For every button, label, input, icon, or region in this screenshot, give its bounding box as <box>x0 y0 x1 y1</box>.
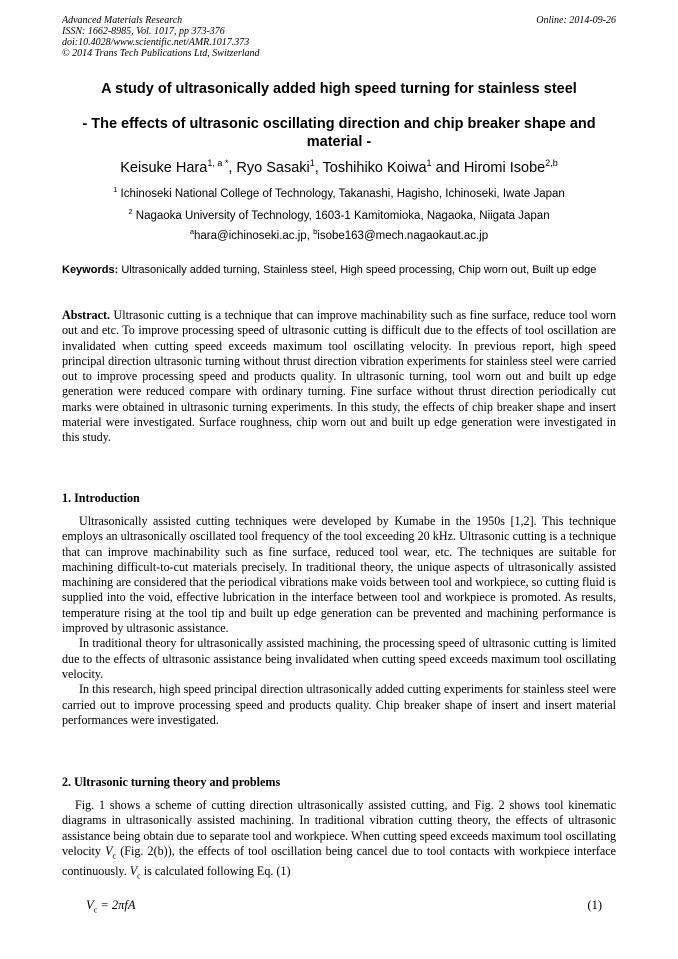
email-link[interactable]: isobe163@mech.nagaokaut.ac.jp <box>317 229 489 242</box>
section2-body <box>62 798 616 883</box>
author-affil-mark: 1, a * <box>207 158 229 168</box>
introduction-body <box>62 514 616 728</box>
affiliation-1 <box>62 182 616 202</box>
author-conjunction: and <box>435 159 460 176</box>
affiliation-mark: 1 <box>113 185 118 194</box>
paragraph-text: Fig. 1 shows a scheme of cutting direction ultrasonically assisted cutting, and Fig. 2 shows tool kinematic diagrams in ultrasonically assisted machining. In traditional vibration cutting theory, the effects of ultrasonic assistance being obtain due to separate tool and workpiece. When cutting speed exceeds maximum tool oscillating velocity <box>62 798 616 858</box>
email-link[interactable]: hara@ichinoseki.ac.jp, <box>194 229 310 242</box>
author-name: Toshihiko Koiwa <box>322 159 427 176</box>
paper-title: A study of ultrasonically added high speed turning for stainless steel <box>101 81 577 97</box>
paragraph: In traditional theory for ultrasonically assisted machining, the processing speed of ultrasonic cutting is limited due to the effects of ultrasonic assistance being invalidated when cutting speed exceeds maximum tool oscillating velocity. <box>62 636 616 681</box>
section-heading-theory: 2. Ultrasonic turning theory and problems <box>62 775 281 789</box>
online-date: Online: 2014-09-26 <box>536 15 616 26</box>
author-name: Hiromi Isobe <box>463 159 546 176</box>
author-name: Ryo Sasaki <box>236 159 310 176</box>
affiliation-2 <box>62 204 616 224</box>
author-affil-mark: 2,b <box>545 158 558 168</box>
paper-subtitle: - The effects of ultrasonic oscillating direction and chip breaker shape and material - <box>82 116 596 150</box>
section-heading-introduction: 1. Introduction <box>62 491 140 505</box>
keywords <box>62 264 616 277</box>
equation-lhs: V <box>86 898 94 912</box>
math-subscript: c <box>112 851 117 861</box>
equation-number: (1) <box>587 898 602 912</box>
math-symbol: V <box>129 863 138 878</box>
paragraph: Ultrasonically assisted cutting techniques were developed by Kumabe in the 1950s [1,2]. This technique employs an ultrasonically oscillated tool frequency of the tool exceeding 20 kHz. Ultrasonic cutting is a technique that can improve machinability such as fine surface, reduced tool wear, etc. The techniques are suitable for machining difficult-to-cut materials precisely. In traditional theory, the unique aspects of ultrasonically assisted machining are considered that the periodical vibrations make voids between tool and workpiece, so cutting fluid is supplied into the void, effective lubrication in the interface between tool and workpiece is promoted. As results, temperature rising at the tool tip and built up edge generation can be prevented and machining performance is improved by ultrasonic assistance. <box>62 514 616 636</box>
paragraph <box>62 798 616 883</box>
issn-line: ISSN: 1662-8985, Vol. 1017, pp 373-376 <box>62 26 225 37</box>
author-affil-mark: 1 <box>426 158 432 168</box>
paragraph: In this research, high speed principal direction ultrasonically added cutting experiments for stainless steel were carried out to improve processing speed and products quality. Chip breaker shape of insert and insert material performances were investigated. <box>62 682 616 727</box>
equation-subscript: c <box>93 905 98 915</box>
copyright-line: © 2014 Trans Tech Publications Ltd, Switzerland <box>62 48 260 59</box>
author-affil-mark: 1 <box>309 158 315 168</box>
doi-line: doi:10.4028/www.scientific.net/AMR.1017.373 <box>62 37 250 48</box>
abstract-text: Ultrasonic cutting is a technique that can improve machinability such as fine surface, reduce tool worn out and etc. To improve processing speed of ultrasonic cutting is difficult due to the effects of tool oscillation are invalidated when cutting speed exceeds maximum tool oscillating velocity. In previous report, high speed principal direction ultrasonic turning without thrust direction vibration experiments for stainless steel were carried out to improve processing speed and products quality. In ultrasonic turning, tool worn out and built up edge generation were reduced compare with ordinary turning. Fine surface without thrust direction periodically cut marks were obtained in ultrasonic turning experiments. In this study, the effects of chip breaker shape and insert material were investigated. Surface roughness, chip worn out and built up edge generation were investigated in this study. <box>62 308 616 445</box>
author-name: Keisuke Hara <box>120 159 208 176</box>
equation-rhs: = 2πfA <box>100 898 136 912</box>
equation-1 <box>86 898 616 918</box>
paragraph-text: (Fig. 2(b)), the effects of tool oscillation being cancel due to tool contacts with workpiece interface continuously. <box>62 843 617 878</box>
journal-name: Advanced Materials Research <box>62 15 183 26</box>
author-emails <box>62 224 616 244</box>
affiliation-mark: 2 <box>128 207 133 216</box>
email-mark: a <box>189 227 195 236</box>
journal-header <box>62 15 616 59</box>
paragraph-text: is calculated following Eq. (1) <box>143 863 291 878</box>
keywords-text: Ultrasonically added turning, Stainless steel, High speed processing, Chip worn out, Built up edge <box>121 264 597 276</box>
keywords-label: Keywords: <box>62 264 119 276</box>
affiliation-text: Ichinoseki National College of Technology, Takanashi, Hagisho, Ichinoseki, Iwate Japan <box>120 187 565 200</box>
email-mark: b <box>313 227 318 236</box>
affiliation-text: Nagaoka University of Technology, 1603-1 Kamitomioka, Nagaoka, Niigata Japan <box>135 209 550 222</box>
math-subscript: c <box>137 871 141 880</box>
abstract <box>62 308 616 446</box>
author-list: Keisuke Hara$^{1, a *}$, Ryo Sasaki$^1$, Toshihiko Koiwa$^1$ and Hiromi Isobe$^{2,b}$ <box>120 158 558 176</box>
math-symbol: V <box>105 843 113 858</box>
abstract-label: Abstract. <box>62 308 111 322</box>
